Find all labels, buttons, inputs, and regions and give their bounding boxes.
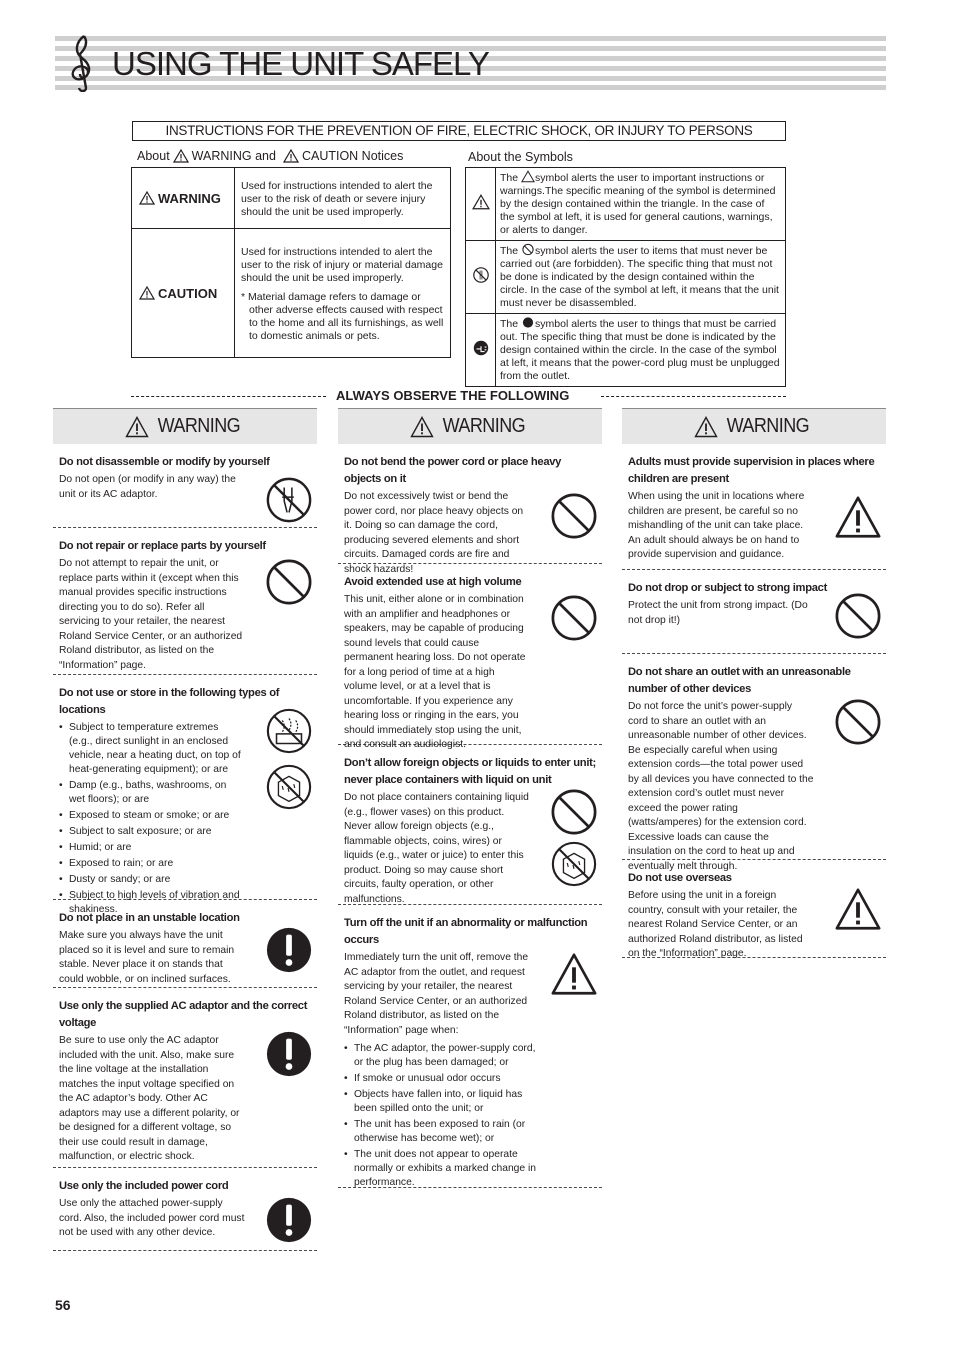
list-item: • The unit does not appear to operate normally or exhibits a marked change in performance. [344, 1148, 538, 1190]
symbols-table [465, 167, 786, 387]
item-body: Be sure to use only the AC adaptor included with the unit. Also, make sure the line voltage at the installation matches the input voltage specified on the AC adaptor’s body. Other AC adaptors may use a different polarity, or be designed for a different voltage, so their use could result in damage, malfunction, or electric shock. [59, 1035, 240, 1162]
list-item: • Subject to high levels of vibration and shakiness. [59, 889, 241, 917]
caution-triangle-icon [283, 149, 299, 163]
warning-column-1 [53, 408, 317, 1251]
prohibited-icon [550, 594, 598, 642]
list-item: • If smoke or unusual odor occurs [344, 1072, 538, 1086]
prohibited-disassembly-icon [472, 266, 490, 284]
warning-triangle-icon [834, 494, 882, 542]
no-liquid-icon [265, 763, 313, 811]
instructions-bar: INSTRUCTIONS FOR THE PREVENTION OF FIRE, ELECTRIC SHOCK, OR INJURY TO PERSONS [132, 121, 786, 141]
item-title: Do not use or store in the following types of locations [59, 687, 280, 716]
warning-triangle-icon [139, 191, 155, 205]
abnormality-list [344, 1042, 596, 1190]
no-heat-icon [265, 707, 313, 755]
warning-column-3 [622, 408, 886, 958]
triangle-warning-icon [472, 194, 490, 210]
mandatory-inline-icon [521, 316, 535, 329]
list-item: • Subject to salt exposure; or are [59, 825, 241, 839]
item-body: Protect the unit from strong impact. (Do not drop it!) [628, 600, 808, 626]
warning-item [53, 988, 317, 1168]
warning-item [622, 444, 886, 570]
item-body: This unit, either alone or in combination with an amplifier and headphones or speakers, may be capable of producing sound levels that could cause permanent hearing loss. Do not operate for a long period of time at a high volume level, or at a level that is uncomfortable. If you experience any hearing loss or ringing in the ears, you should immediately stop using the unit, and consult an audiologist. [344, 594, 526, 750]
treble-clef-icon [62, 32, 102, 92]
warning-description: Used for instructions intended to alert the user to the risk of death or severe injury should the unit be used improperly. [235, 168, 451, 229]
item-body: Before using the unit in a foreign country, consult with your retailer, the nearest Roland Service Center, or an authorized Roland distributor, as listed on the “Information” page. [628, 890, 803, 959]
item-body: Make sure you always have the unit placed so it is level and sure to remain stable. Never place it on stands that could wobble, or on inclined surfaces. [59, 930, 235, 985]
triangle-inline-icon [521, 170, 535, 183]
symbols-heading: About the Symbols [468, 150, 573, 164]
list-item: • Humid; or are [59, 841, 241, 855]
list-item: • Exposed to rain; or are [59, 857, 241, 871]
item-body: Do not excessively twist or bend the power cord, nor place heavy objects on it. Doing so can damage the cord, producing severed elements and short circuits. Damaged cords are fire and shock hazards! [344, 491, 524, 575]
item-body: Do not force the unit’s power-supply cord to share an outlet with an unreasonable number of other devices. Be especially careful when using extension cords—the total power used by all devices you have connected to the extension cord’s outlet must never exceed the power rating (watts/amperes) for the extension cord. Excessive loads can cause the insulation on the cord to heat up and eventually melt through. [628, 701, 814, 872]
warning-item [622, 570, 886, 654]
warning-item [53, 528, 317, 675]
item-title: Turn off the unit if an abnormality or malfunction occurs [344, 917, 588, 946]
warning-triangle-icon [173, 149, 189, 163]
unplug-icon [472, 339, 490, 357]
item-body: Do not attempt to repair the unit, or replace parts within it (except when this manual provides specific instructions directing you to do so). Refer all servicing to your retailer, the nearest Roland Service Center, or an authorized Roland distributor, as listed on the “Information” page. [59, 558, 243, 671]
page-number: 56 [55, 1297, 71, 1313]
item-body: Do not open (or modify in any way) the unit or its AC adaptor. [59, 474, 236, 500]
item-body: Do not place containers containing liquid (e.g., flower vases) on this product. Never allow foreign objects (e.g., flammable objects, coins, wires) or liquids (e.g., water or juice) to enter this product. Doing so may cause short circuits, faulty operation, or other malfunctions. [344, 792, 529, 905]
warning-label: WARNING [139, 191, 234, 205]
warning-item [622, 860, 886, 958]
list-item: • Subject to temperature extremes (e.g., direct sunlight in an enclosed vehicle, near a heating duct, on top of heat-generating equipment); or are [59, 721, 241, 777]
item-title: Don’t allow foreign objects or liquids to enter unit; never place containers with liquid on unit [344, 757, 596, 786]
item-title: Adults must provide supervision in places where children are present [628, 456, 875, 485]
warning-item [338, 564, 602, 750]
warning-item [53, 1168, 317, 1251]
list-item: • The AC adaptor, the power-supply cord, or the plug has been damaged; or [344, 1042, 538, 1070]
no-liquid-icon [550, 840, 598, 888]
warning-banner: WARNING [53, 408, 317, 444]
warning-item [53, 675, 317, 915]
list-item: • The unit has been exposed to rain (or otherwise has become wet); or [344, 1118, 538, 1146]
always-observe-row [131, 388, 786, 404]
item-title: Do not bend the power cord or place heavy objects on it [344, 456, 562, 485]
prohibited-icon [834, 592, 882, 640]
prohibited-icon [265, 558, 313, 606]
warning-triangle-icon [834, 886, 882, 934]
prohibited-inline-icon [521, 243, 535, 256]
notices-table [131, 167, 451, 358]
warning-banner: WARNING [338, 408, 602, 444]
caution-description: Used for instructions intended to alert the user to the risk of injury or material damage should the unit be used improperly. [241, 246, 443, 284]
warning-triangle-icon [694, 416, 718, 438]
item-title: Use only the supplied AC adaptor and the correct voltage [59, 1000, 308, 1029]
symbol-description: The symbol alerts the user to things that must be carried out. The specific thing that must be done is indicated by the design contained within the circle. In the case of the symbol at left, it means that the power-cord plug must be unplugged from the outlet. [496, 314, 786, 387]
mandatory-icon [265, 926, 313, 974]
item-title: Do not disassemble or modify by yourself [59, 456, 270, 468]
prohibited-icon [550, 788, 598, 836]
warning-triangle-icon [125, 416, 149, 438]
caution-triangle-icon [139, 286, 155, 300]
symbol-description: The symbol alerts the user to items that must never be carried out (are forbidden). The specific thing that must not be done is indicated by the design contained within the circle. In the case of the symbol at left, it means that the unit must never be disassembled. [496, 241, 786, 314]
warning-column-2 [338, 408, 602, 1188]
mandatory-icon [265, 1196, 313, 1244]
notices-heading: About WARNING and CAUTION Notices [137, 149, 404, 163]
list-item: • Objects have fallen into, or liquid has been spilled onto the unit; or [344, 1088, 538, 1116]
item-title: Avoid extended use at high volume [344, 576, 522, 588]
warning-item [53, 444, 317, 528]
list-item: • Dusty or sandy; or are [59, 873, 241, 887]
list-item: • Exposed to steam or smoke; or are [59, 809, 241, 823]
item-title: Do not place in an unstable location [59, 912, 240, 924]
prohibited-icon [834, 698, 882, 746]
item-title: Do not drop or subject to strong impact [628, 582, 827, 594]
caution-label: CAUTION [139, 286, 234, 300]
warning-triangle-icon [550, 951, 598, 999]
page-title: USING THE UNIT SAFELY [112, 45, 489, 82]
item-body: Immediately turn the unit off, remove the AC adaptor from the outlet, and request servicing by your retailer, the nearest Roland Service Center, or an authorized Roland distributor, as listed on the “Information” page when: [344, 952, 529, 1036]
warning-item [53, 900, 317, 988]
prohibited-icon [550, 492, 598, 540]
list-item: • Damp (e.g., baths, washrooms, on wet floors); or are [59, 779, 241, 807]
item-body: Use only the attached power-supply cord. Also, the included power cord must not be used with any other device. [59, 1198, 245, 1238]
item-title: Do not share an outlet with an unreasonable number of other devices [628, 666, 851, 695]
item-title: Use only the included power cord [59, 1180, 229, 1192]
warning-item [338, 905, 602, 1188]
warning-triangle-icon [410, 416, 434, 438]
symbol-description: The symbol alerts the user to important instructions or warnings.The specific meaning of the symbol is determined by the design contained within the triangle. In the case of the symbol at left, it is used for general cautions, warnings, or alerts to danger. [496, 168, 786, 241]
item-title: Do not use overseas [628, 872, 732, 884]
no-disassembly-icon [265, 476, 313, 524]
always-observe-heading: ALWAYS OBSERVE THE FOLLOWING [336, 388, 570, 403]
item-body: When using the unit in locations where children are present, be careful so no mishandling of the unit can take place. An adult should always be on hand to provide supervision and guidance. [628, 491, 805, 560]
warning-item [338, 745, 602, 905]
caution-footnote: * Material damage refers to damage or other adverse effects caused with respect to the home and all its furnishings, as well to domestic animals or pets. [241, 291, 444, 342]
warning-item [338, 444, 602, 575]
warning-banner: WARNING [622, 408, 886, 444]
mandatory-icon [265, 1030, 313, 1078]
warning-item [622, 654, 886, 872]
item-title: Do not repair or replace parts by yourself [59, 540, 266, 552]
